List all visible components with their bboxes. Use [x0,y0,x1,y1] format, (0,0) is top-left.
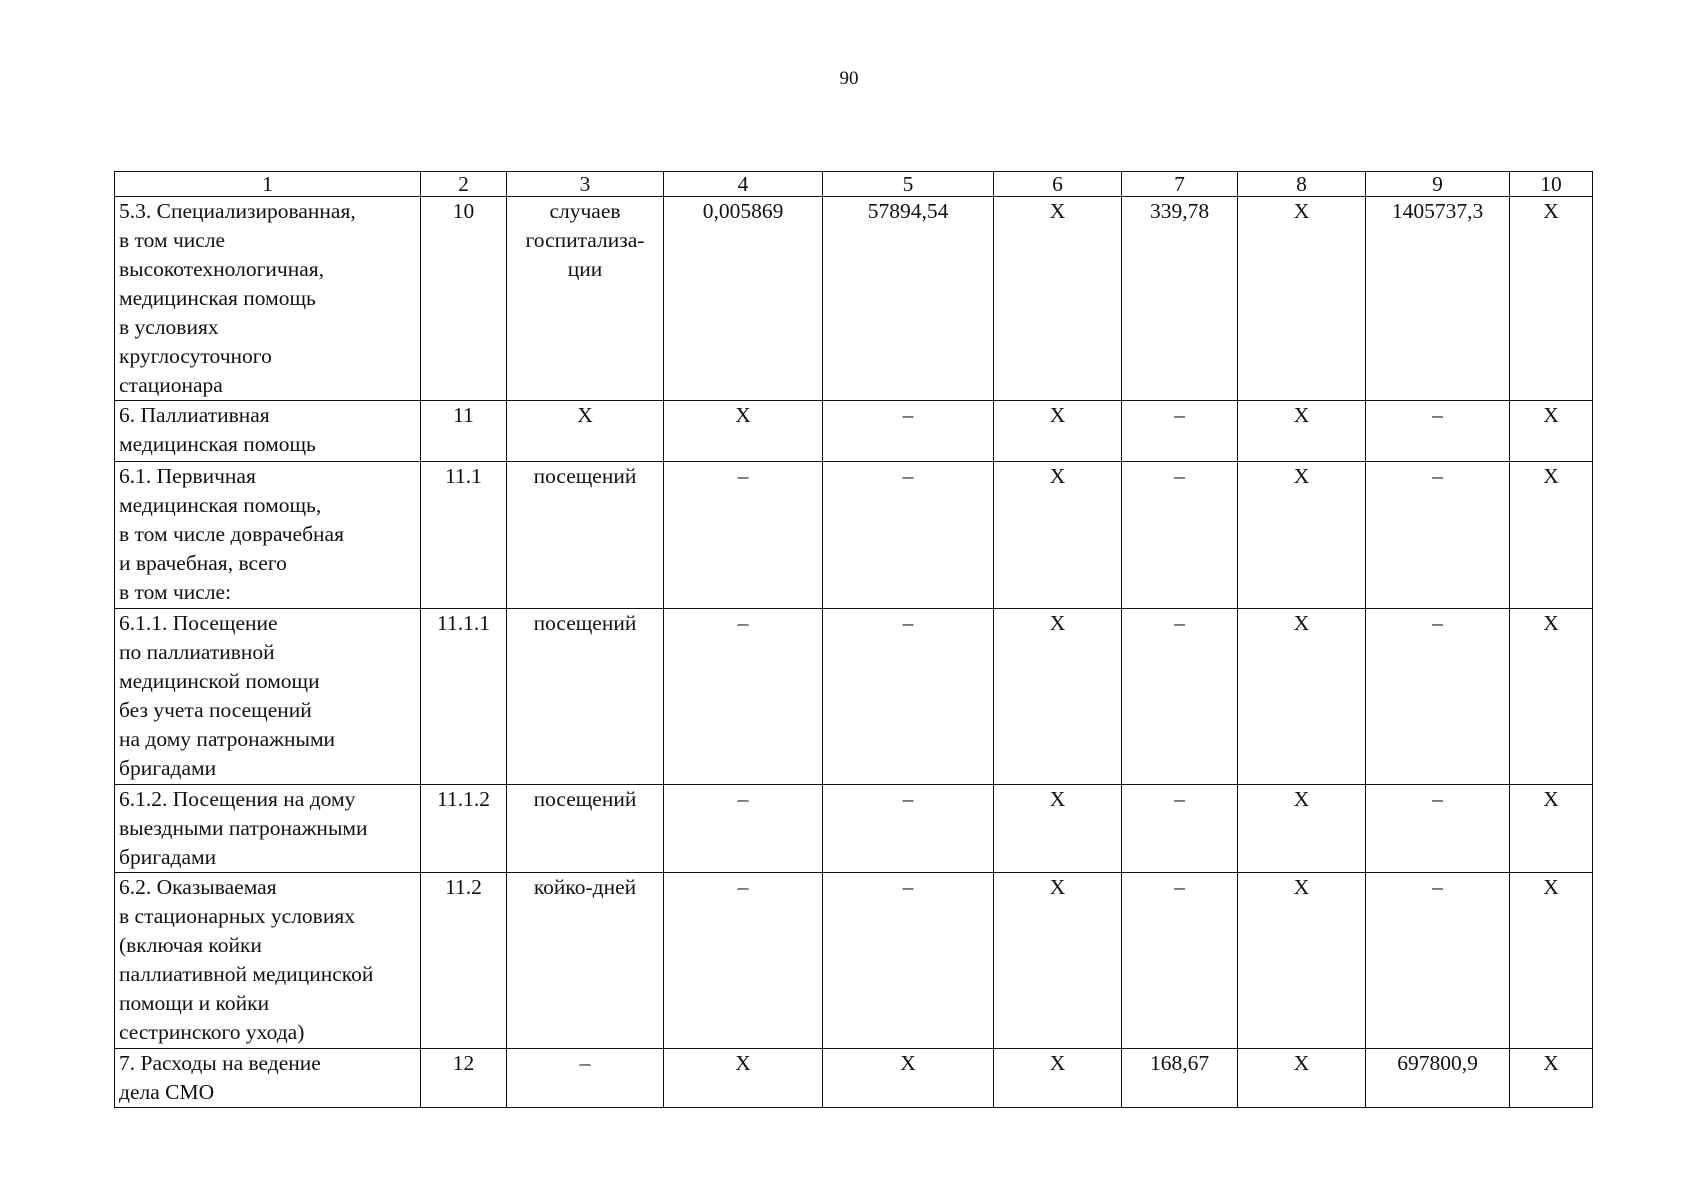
cell-col5: – [823,401,994,462]
cell-col4: – [664,462,823,609]
cell-col6: Х [994,873,1122,1049]
cell-col7: – [1122,785,1238,873]
cell-col10: Х [1510,873,1593,1049]
cell-col6: Х [994,1049,1122,1108]
cell-col5: 57894,54 [823,197,994,401]
column-header: 7 [1122,172,1238,197]
row-unit: посещений [507,609,664,785]
cell-col7: – [1122,462,1238,609]
cell-col8: Х [1238,197,1366,401]
cell-col9: 1405737,3 [1366,197,1510,401]
row-unit: посещений [507,462,664,609]
cell-col10: Х [1510,197,1593,401]
row-code: 11 [421,401,507,462]
cell-col5: – [823,785,994,873]
cell-col10: Х [1510,1049,1593,1108]
cell-col8: Х [1238,873,1366,1049]
row-name: 6.1.2. Посещения на дому выездными патронажными бригадами [115,785,421,873]
cell-col9: 697800,9 [1366,1049,1510,1108]
column-header: 9 [1366,172,1510,197]
column-header: 8 [1238,172,1366,197]
cell-col4: – [664,873,823,1049]
data-table [114,171,1593,1108]
row-code: 12 [421,1049,507,1108]
cell-col5: Х [823,1049,994,1108]
column-header: 10 [1510,172,1593,197]
cell-col6: Х [994,462,1122,609]
cell-col10: Х [1510,609,1593,785]
cell-col7: 339,78 [1122,197,1238,401]
header-row [115,172,1593,197]
column-header: 3 [507,172,664,197]
column-header: 2 [421,172,507,197]
cell-col4: Х [664,401,823,462]
cell-col5: – [823,873,994,1049]
row-code: 11.1.2 [421,785,507,873]
cell-col7: – [1122,401,1238,462]
cell-col7: 168,67 [1122,1049,1238,1108]
row-name: 6.2. Оказываемая в стационарных условиях (включая койки паллиативной медицинской помощи и койки сестринского ухода) [115,873,421,1049]
cell-col8: Х [1238,462,1366,609]
cell-col9: – [1366,609,1510,785]
row-unit: посещений [507,785,664,873]
cell-col9: – [1366,462,1510,609]
cell-col7: – [1122,873,1238,1049]
row-code: 11.1.1 [421,609,507,785]
cell-col9: – [1366,873,1510,1049]
row-unit: Х [507,401,664,462]
cell-col8: Х [1238,785,1366,873]
cell-col9: – [1366,401,1510,462]
row-unit: койко-дней [507,873,664,1049]
column-header: 1 [115,172,421,197]
cell-col8: Х [1238,1049,1366,1108]
cell-col8: Х [1238,401,1366,462]
row-code: 10 [421,197,507,401]
table-row [115,873,1593,1049]
column-header: 4 [664,172,823,197]
table-row [115,609,1593,785]
cell-col6: Х [994,401,1122,462]
cell-col6: Х [994,197,1122,401]
column-header: 5 [823,172,994,197]
row-unit: – [507,1049,664,1108]
cell-col4: – [664,609,823,785]
table-row [115,462,1593,609]
cell-col5: – [823,609,994,785]
row-code: 11.2 [421,873,507,1049]
cell-col4: Х [664,1049,823,1108]
cell-col4: – [664,785,823,873]
row-name: 6.1. Первичная медицинская помощь, в том числе доврачебная и врачебная, всего в том числе: [115,462,421,609]
table-row [115,785,1593,873]
table-row [115,197,1593,401]
cell-col8: Х [1238,609,1366,785]
cell-col9: – [1366,785,1510,873]
cell-col7: – [1122,609,1238,785]
row-unit: случаев госпитализа- ции [507,197,664,401]
cell-col6: Х [994,609,1122,785]
table-row [115,1049,1593,1108]
row-code: 11.1 [421,462,507,609]
cell-col10: Х [1510,462,1593,609]
table-row [115,401,1593,462]
row-name: 7. Расходы на ведение дела СМО [115,1049,421,1108]
row-name: 5.3. Специализированная, в том числе высокотехнологичная, медицинская помощь в условиях круглосуточного стационара [115,197,421,401]
cell-col5: – [823,462,994,609]
cell-col4: 0,005869 [664,197,823,401]
row-name: 6. Паллиативная медицинская помощь [115,401,421,462]
page-number: 90 [839,68,859,89]
cell-col10: Х [1510,785,1593,873]
row-name: 6.1.1. Посещение по паллиативной медицинской помощи без учета посещений на дому патронажными бригадами [115,609,421,785]
column-header: 6 [994,172,1122,197]
cell-col10: Х [1510,401,1593,462]
cell-col6: Х [994,785,1122,873]
